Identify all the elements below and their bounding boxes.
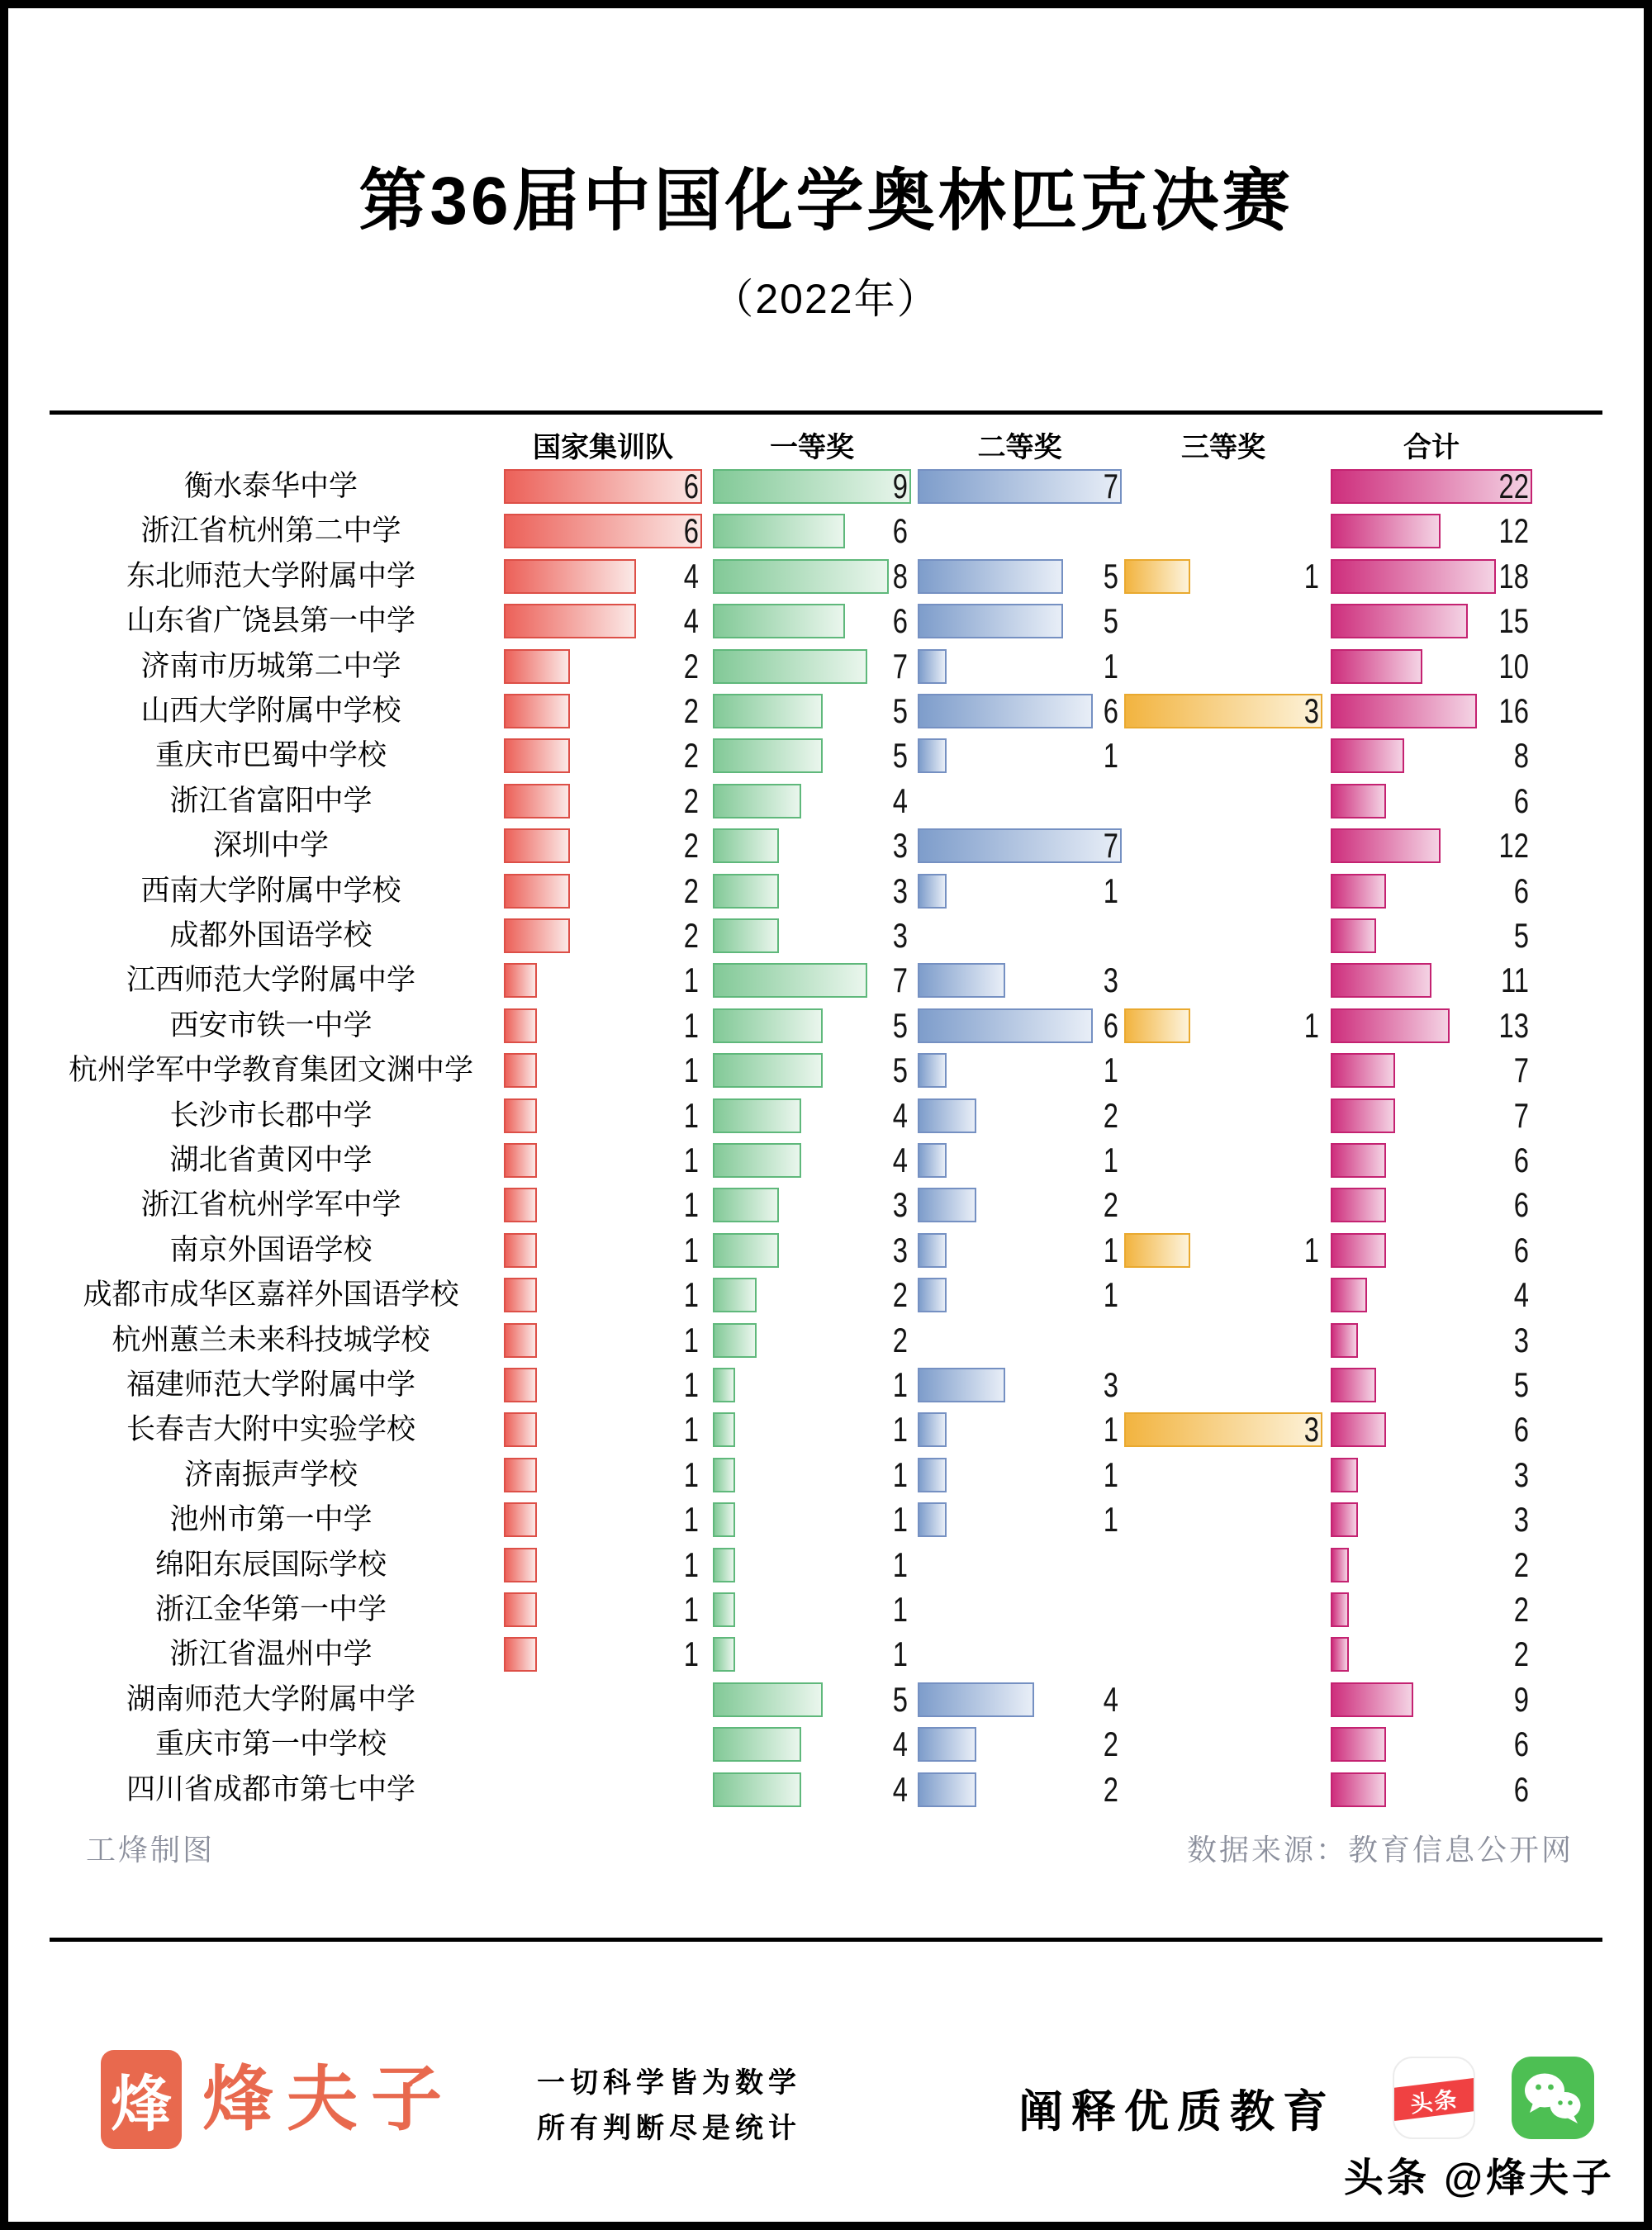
bar-一等奖 bbox=[713, 1098, 801, 1133]
slogan-line-1: 一切科学皆为数学 bbox=[537, 2067, 801, 2099]
value-label-一等奖: 4 bbox=[892, 780, 908, 820]
bar-二等奖 bbox=[918, 1502, 947, 1537]
bar-国家集训队 bbox=[504, 1188, 537, 1222]
table-row bbox=[0, 1407, 1652, 1452]
value-label-二等奖: 1 bbox=[1103, 1500, 1118, 1540]
bar-一等奖 bbox=[713, 1053, 823, 1088]
bar-国家集训队 bbox=[504, 1502, 537, 1537]
value-label-国家集训队: 1 bbox=[683, 1544, 699, 1584]
bar-合计 bbox=[1331, 1458, 1358, 1492]
bar-二等奖 bbox=[918, 1098, 976, 1133]
bar-二等奖 bbox=[918, 1368, 1005, 1402]
value-label-合计: 3 bbox=[1513, 1454, 1529, 1494]
school-label: 东北师范大学附属中学 bbox=[126, 559, 415, 592]
value-label-合计: 7 bbox=[1513, 1051, 1529, 1090]
table-row bbox=[0, 1677, 1652, 1722]
school-label: 福建师范大学附属中学 bbox=[126, 1369, 415, 1401]
bar-一等奖 bbox=[713, 1368, 735, 1402]
toutiao-label: 头条 bbox=[1408, 2086, 1460, 2117]
bar-国家集训队 bbox=[504, 1412, 537, 1447]
value-label-二等奖: 1 bbox=[1103, 1230, 1118, 1269]
bar-合计 bbox=[1331, 784, 1386, 818]
value-label-二等奖: 5 bbox=[1103, 556, 1118, 595]
table-row bbox=[0, 869, 1652, 913]
bar-合计 bbox=[1331, 1682, 1413, 1717]
table-row bbox=[0, 644, 1652, 689]
bar-国家集训队 bbox=[504, 1548, 537, 1582]
bar-国家集训队 bbox=[504, 828, 570, 863]
value-label-二等奖: 1 bbox=[1103, 736, 1118, 776]
page-title: 第36届中国化学奥林匹克决赛 bbox=[358, 164, 1294, 239]
value-label-国家集训队: 1 bbox=[683, 1635, 699, 1674]
bar-国家集训队 bbox=[504, 1008, 537, 1043]
table-row bbox=[0, 689, 1652, 733]
table-row bbox=[0, 958, 1652, 1003]
bar-一等奖 bbox=[713, 1772, 801, 1807]
value-label-合计: 11 bbox=[1500, 961, 1529, 1000]
table-row bbox=[0, 823, 1652, 868]
value-label-合计: 3 bbox=[1513, 1500, 1529, 1540]
value-label-合计: 12 bbox=[1498, 826, 1529, 866]
value-label-三等奖: 1 bbox=[1303, 1005, 1319, 1045]
bar-二等奖 bbox=[918, 1772, 976, 1807]
bar-二等奖 bbox=[918, 1412, 947, 1447]
bar-合计 bbox=[1331, 1278, 1367, 1312]
value-label-国家集训队: 1 bbox=[683, 1230, 699, 1269]
bar-三等奖 bbox=[1124, 1008, 1190, 1043]
value-label-一等奖: 9 bbox=[892, 467, 908, 505]
value-label-一等奖: 2 bbox=[892, 1275, 908, 1315]
table-row bbox=[0, 1094, 1652, 1138]
bar-合计 bbox=[1331, 1727, 1386, 1762]
bar-二等奖 bbox=[918, 1143, 947, 1178]
value-label-合计: 7 bbox=[1513, 1095, 1529, 1135]
bar-国家集训队 bbox=[504, 1143, 537, 1178]
table-row bbox=[0, 1138, 1652, 1183]
school-label: 江西师范大学附属中学 bbox=[126, 964, 415, 997]
table-row bbox=[0, 1587, 1652, 1632]
bar-合计 bbox=[1331, 1188, 1386, 1222]
bar-二等奖 bbox=[918, 963, 1005, 998]
value-label-一等奖: 5 bbox=[892, 736, 908, 776]
bar-国家集训队 bbox=[504, 649, 570, 684]
school-label: 绵阳东辰国际学校 bbox=[154, 1548, 387, 1581]
value-label-二等奖: 1 bbox=[1103, 1454, 1118, 1494]
value-label-二等奖: 1 bbox=[1103, 1051, 1118, 1090]
value-label-合计: 6 bbox=[1513, 1185, 1529, 1225]
brand-tagline: 阐释优质教育 bbox=[1018, 2087, 1336, 2137]
table-row bbox=[0, 733, 1652, 778]
bar-二等奖 bbox=[918, 1233, 947, 1268]
bar-国家集训队 bbox=[504, 694, 570, 728]
value-label-三等奖: 3 bbox=[1303, 1410, 1319, 1450]
bar-合计 bbox=[1331, 1098, 1395, 1133]
value-label-一等奖: 1 bbox=[892, 1454, 908, 1494]
school-label: 衡水泰华中学 bbox=[183, 470, 358, 502]
bar-国家集训队 bbox=[504, 963, 537, 998]
value-label-国家集训队: 2 bbox=[683, 780, 699, 820]
value-label-合计: 6 bbox=[1513, 1725, 1529, 1764]
value-label-合计: 13 bbox=[1498, 1005, 1529, 1045]
school-label: 重庆市第一中学校 bbox=[154, 1728, 387, 1761]
brand-logo-char: 烽 bbox=[111, 2070, 172, 2138]
bar-合计 bbox=[1331, 738, 1404, 773]
value-label-国家集训队: 1 bbox=[683, 1051, 699, 1090]
bar-合计 bbox=[1331, 1502, 1358, 1537]
value-label-二等奖: 4 bbox=[1103, 1679, 1118, 1719]
bar-合计 bbox=[1331, 874, 1386, 909]
bar-合计 bbox=[1331, 1233, 1386, 1268]
value-label-国家集训队: 1 bbox=[683, 1320, 699, 1359]
table-row bbox=[0, 1004, 1652, 1048]
table-row bbox=[0, 779, 1652, 823]
bar-合计 bbox=[1331, 1368, 1376, 1402]
bar-合计 bbox=[1331, 1772, 1386, 1807]
value-label-合计: 12 bbox=[1498, 511, 1529, 551]
school-label: 浙江省温州中学 bbox=[169, 1638, 373, 1671]
bar-合计 bbox=[1331, 1008, 1450, 1043]
table-row bbox=[0, 1767, 1652, 1812]
value-label-一等奖: 7 bbox=[892, 961, 908, 1000]
value-label-一等奖: 1 bbox=[892, 1410, 908, 1450]
value-label-二等奖: 2 bbox=[1103, 1769, 1118, 1809]
column-header-4: 三等奖 bbox=[1181, 432, 1265, 463]
slogan-line-2: 所有判断尽是统计 bbox=[537, 2113, 801, 2144]
school-label: 重庆市巴蜀中学校 bbox=[154, 739, 387, 772]
value-label-二等奖: 6 bbox=[1103, 1005, 1118, 1045]
value-label-三等奖: 1 bbox=[1303, 556, 1319, 595]
value-label-一等奖: 4 bbox=[892, 1725, 908, 1764]
school-label: 长春吉大附中实验学校 bbox=[126, 1413, 415, 1446]
table-row bbox=[0, 1453, 1652, 1497]
school-label: 浙江省杭州学军中学 bbox=[140, 1189, 401, 1222]
bar-合计 bbox=[1331, 649, 1422, 684]
bar-一等奖 bbox=[713, 874, 779, 909]
table-row bbox=[0, 1543, 1652, 1587]
column-header-1: 国家集训队 bbox=[533, 432, 673, 463]
school-label: 池州市第一中学 bbox=[169, 1503, 373, 1536]
value-label-一等奖: 4 bbox=[892, 1095, 908, 1135]
bar-二等奖 bbox=[918, 874, 947, 909]
page-subtitle: （2022年） bbox=[712, 276, 940, 322]
value-label-合计: 2 bbox=[1513, 1544, 1529, 1584]
bar-国家集训队 bbox=[504, 1233, 537, 1268]
value-label-二等奖: 1 bbox=[1103, 1275, 1118, 1315]
value-label-合计: 4 bbox=[1513, 1275, 1529, 1315]
value-label-合计: 5 bbox=[1513, 1365, 1529, 1404]
value-label-合计: 18 bbox=[1498, 556, 1529, 595]
value-label-一等奖: 5 bbox=[892, 691, 908, 730]
column-header-3: 二等奖 bbox=[977, 432, 1062, 463]
bar-一等奖 bbox=[713, 1008, 823, 1043]
value-label-一等奖: 6 bbox=[892, 511, 908, 551]
value-label-国家集训队: 4 bbox=[683, 556, 699, 595]
school-label: 山西大学附属中学校 bbox=[140, 695, 401, 727]
school-label: 长沙市长郡中学 bbox=[169, 1098, 373, 1132]
bar-合计 bbox=[1331, 963, 1431, 998]
value-label-国家集训队: 2 bbox=[683, 826, 699, 866]
value-label-国家集训队: 1 bbox=[683, 1275, 699, 1315]
table-row bbox=[0, 1183, 1652, 1227]
bar-一等奖 bbox=[713, 828, 779, 863]
school-label: 西安市铁一中学 bbox=[169, 1008, 373, 1041]
bar-二等奖 bbox=[918, 738, 947, 773]
value-label-一等奖: 3 bbox=[892, 1185, 908, 1225]
bottom-divider bbox=[50, 1938, 1602, 1942]
bar-二等奖 bbox=[918, 1727, 976, 1762]
value-label-国家集训队: 2 bbox=[683, 646, 699, 686]
value-label-合计: 6 bbox=[1513, 780, 1529, 820]
bar-一等奖 bbox=[713, 1502, 735, 1537]
value-label-一等奖: 3 bbox=[892, 871, 908, 910]
table-row bbox=[0, 1318, 1652, 1363]
bar-国家集训队 bbox=[504, 1053, 537, 1088]
bar-合计 bbox=[1331, 828, 1441, 863]
school-label: 成都外国语学校 bbox=[169, 919, 373, 951]
value-label-一等奖: 2 bbox=[892, 1320, 908, 1359]
bar-一等奖 bbox=[713, 1548, 735, 1582]
value-label-一等奖: 1 bbox=[892, 1500, 908, 1540]
school-label: 南京外国语学校 bbox=[169, 1233, 373, 1266]
value-label-二等奖: 3 bbox=[1103, 1365, 1118, 1404]
social-handle: 头条 @烽夫子 bbox=[1343, 2156, 1615, 2200]
value-label-二等奖: 7 bbox=[1103, 826, 1118, 866]
school-label: 深圳中学 bbox=[212, 829, 329, 862]
school-label: 浙江金华第一中学 bbox=[154, 1593, 387, 1625]
column-header-2: 一等奖 bbox=[770, 432, 854, 463]
value-label-合计: 6 bbox=[1513, 1141, 1529, 1179]
value-label-国家集训队: 6 bbox=[683, 511, 699, 551]
bar-一等奖 bbox=[713, 1233, 779, 1268]
bar-国家集训队 bbox=[504, 1278, 537, 1312]
bar-合计 bbox=[1331, 1143, 1386, 1178]
table-row bbox=[0, 554, 1652, 599]
value-label-国家集训队: 4 bbox=[683, 601, 699, 641]
bar-一等奖 bbox=[713, 1727, 801, 1762]
value-label-三等奖: 3 bbox=[1303, 691, 1319, 730]
table-row bbox=[0, 509, 1652, 553]
value-label-国家集训队: 1 bbox=[683, 1141, 699, 1179]
bar-二等奖 bbox=[918, 1053, 947, 1088]
value-label-一等奖: 1 bbox=[892, 1544, 908, 1584]
value-label-合计: 8 bbox=[1513, 736, 1529, 776]
bar-一等奖 bbox=[713, 1323, 757, 1358]
bar-国家集训队 bbox=[504, 1458, 537, 1492]
value-label-国家集训队: 1 bbox=[683, 1500, 699, 1540]
table-row bbox=[0, 1363, 1652, 1407]
value-label-一等奖: 3 bbox=[892, 826, 908, 866]
bar-一等奖 bbox=[713, 1458, 735, 1492]
bar-合计 bbox=[1331, 1412, 1386, 1447]
bar-国家集训队 bbox=[504, 1592, 537, 1627]
value-label-一等奖: 5 bbox=[892, 1005, 908, 1045]
value-label-一等奖: 1 bbox=[892, 1635, 908, 1674]
value-label-二等奖: 1 bbox=[1103, 1410, 1118, 1450]
brand-logo-seal-icon bbox=[101, 2050, 182, 2149]
value-label-二等奖: 3 bbox=[1103, 961, 1118, 1000]
bar-一等奖 bbox=[713, 1188, 779, 1222]
bar-一等奖 bbox=[713, 1637, 735, 1672]
school-label: 成都市成华区嘉祥外国语学校 bbox=[83, 1279, 459, 1312]
bar-国家集训队 bbox=[504, 1368, 537, 1402]
bar-一等奖 bbox=[713, 694, 823, 728]
value-label-国家集训队: 2 bbox=[683, 691, 699, 730]
wechat-icon bbox=[1512, 2057, 1594, 2139]
value-label-三等奖: 1 bbox=[1303, 1230, 1319, 1269]
table-row bbox=[0, 1722, 1652, 1767]
table-row bbox=[0, 464, 1652, 509]
value-label-一等奖: 5 bbox=[892, 1679, 908, 1719]
value-label-国家集训队: 1 bbox=[683, 961, 699, 1000]
value-label-合计: 2 bbox=[1513, 1635, 1529, 1674]
bar-合计 bbox=[1331, 1592, 1349, 1627]
bar-国家集训队 bbox=[504, 918, 570, 953]
school-label: 济南市历城第二中学 bbox=[140, 649, 401, 682]
value-label-合计: 6 bbox=[1513, 1230, 1529, 1269]
value-label-二等奖: 2 bbox=[1103, 1725, 1118, 1764]
value-label-国家集训队: 6 bbox=[683, 467, 699, 505]
value-label-一等奖: 1 bbox=[892, 1590, 908, 1629]
bar-国家集训队 bbox=[504, 1098, 537, 1133]
value-label-一等奖: 8 bbox=[892, 556, 908, 595]
value-label-二等奖: 1 bbox=[1103, 646, 1118, 686]
school-label: 山东省广饶县第一中学 bbox=[126, 605, 415, 638]
bar-合计 bbox=[1331, 918, 1376, 953]
bar-合计 bbox=[1331, 514, 1441, 548]
value-label-一等奖: 5 bbox=[892, 1051, 908, 1090]
value-label-二等奖: 7 bbox=[1103, 467, 1118, 505]
value-label-二等奖: 2 bbox=[1103, 1095, 1118, 1135]
table-row bbox=[0, 1632, 1652, 1677]
value-label-合计: 2 bbox=[1513, 1590, 1529, 1629]
table-row bbox=[0, 599, 1652, 643]
table-row bbox=[0, 1048, 1652, 1093]
bar-国家集训队 bbox=[504, 1637, 537, 1672]
value-label-二等奖: 1 bbox=[1103, 871, 1118, 910]
bar-一等奖 bbox=[713, 738, 823, 773]
bar-一等奖 bbox=[713, 1592, 735, 1627]
bar-一等奖 bbox=[713, 1412, 735, 1447]
bar-合计 bbox=[1331, 1548, 1349, 1582]
bar-二等奖 bbox=[918, 1682, 1034, 1717]
value-label-合计: 6 bbox=[1513, 1769, 1529, 1809]
value-label-一等奖: 4 bbox=[892, 1141, 908, 1179]
bar-国家集训队 bbox=[504, 784, 570, 818]
table-row bbox=[0, 913, 1652, 958]
value-label-合计: 10 bbox=[1498, 646, 1529, 686]
value-label-国家集训队: 1 bbox=[683, 1185, 699, 1225]
value-label-二等奖: 5 bbox=[1103, 601, 1118, 641]
value-label-一等奖: 6 bbox=[892, 601, 908, 641]
value-label-国家集训队: 1 bbox=[683, 1454, 699, 1494]
bar-二等奖 bbox=[918, 1278, 947, 1312]
value-label-合计: 5 bbox=[1513, 916, 1529, 955]
school-label: 浙江省富阳中学 bbox=[169, 784, 373, 817]
value-label-合计: 9 bbox=[1513, 1679, 1529, 1719]
bar-二等奖 bbox=[918, 1188, 976, 1222]
value-label-二等奖: 6 bbox=[1103, 691, 1118, 730]
table-row bbox=[0, 1273, 1652, 1317]
bar-国家集训队 bbox=[504, 874, 570, 909]
value-label-国家集训队: 1 bbox=[683, 1365, 699, 1404]
bar-二等奖 bbox=[918, 1458, 947, 1492]
bar-合计 bbox=[1331, 1323, 1358, 1358]
value-label-国家集训队: 1 bbox=[683, 1590, 699, 1629]
value-label-一等奖: 3 bbox=[892, 1230, 908, 1269]
value-label-国家集训队: 2 bbox=[683, 871, 699, 910]
bar-国家集训队 bbox=[504, 738, 570, 773]
value-label-国家集训队: 2 bbox=[683, 736, 699, 776]
bar-一等奖 bbox=[713, 1278, 757, 1312]
value-label-一等奖: 4 bbox=[892, 1769, 908, 1809]
value-label-一等奖: 1 bbox=[892, 1365, 908, 1404]
value-label-国家集训队: 2 bbox=[683, 916, 699, 955]
value-label-一等奖: 7 bbox=[892, 646, 908, 686]
school-label: 杭州蕙兰未来科技城学校 bbox=[112, 1323, 430, 1356]
column-header-5: 合计 bbox=[1403, 432, 1460, 463]
school-label: 浙江省杭州第二中学 bbox=[140, 515, 401, 548]
toutiao-red-band bbox=[1393, 2078, 1475, 2122]
school-label: 杭州学军中学教育集团文渊中学 bbox=[68, 1054, 473, 1087]
value-label-合计: 16 bbox=[1498, 691, 1529, 730]
value-label-国家集训队: 1 bbox=[683, 1410, 699, 1450]
data-source: 数据来源：教育信息公开网 bbox=[1186, 1833, 1574, 1867]
school-label: 湖南师范大学附属中学 bbox=[126, 1682, 415, 1715]
table-row bbox=[0, 1228, 1652, 1273]
top-divider bbox=[50, 410, 1602, 415]
school-label: 西南大学附属中学校 bbox=[140, 874, 401, 907]
bar-一等奖 bbox=[713, 918, 779, 953]
chart-credit: 工烽制图 bbox=[86, 1833, 216, 1867]
value-label-合计: 22 bbox=[1498, 467, 1529, 505]
bar-三等奖 bbox=[1124, 559, 1190, 594]
bar-一等奖 bbox=[713, 784, 801, 818]
school-label: 四川省成都市第七中学 bbox=[126, 1772, 415, 1805]
value-label-一等奖: 3 bbox=[892, 916, 908, 955]
bar-二等奖 bbox=[918, 649, 947, 684]
brand-name: 烽夫子 bbox=[202, 2060, 455, 2139]
value-label-国家集训队: 1 bbox=[683, 1095, 699, 1135]
school-label: 湖北省黄冈中学 bbox=[169, 1144, 373, 1176]
value-label-合计: 6 bbox=[1513, 1410, 1529, 1450]
school-label: 济南振声学校 bbox=[183, 1458, 358, 1491]
value-label-合计: 3 bbox=[1513, 1320, 1529, 1359]
bar-一等奖 bbox=[713, 1682, 823, 1717]
toutiao-icon bbox=[1393, 2057, 1475, 2139]
bar-国家集训队 bbox=[504, 1323, 537, 1358]
bar-一等奖 bbox=[713, 1143, 801, 1178]
value-label-合计: 15 bbox=[1498, 601, 1529, 641]
bar-合计 bbox=[1331, 1637, 1349, 1672]
value-label-国家集训队: 1 bbox=[683, 1005, 699, 1045]
value-label-二等奖: 2 bbox=[1103, 1185, 1118, 1225]
bar-三等奖 bbox=[1124, 1233, 1190, 1268]
value-label-二等奖: 1 bbox=[1103, 1141, 1118, 1179]
bar-合计 bbox=[1331, 1053, 1395, 1088]
value-label-合计: 6 bbox=[1513, 871, 1529, 910]
table-row bbox=[0, 1497, 1652, 1542]
